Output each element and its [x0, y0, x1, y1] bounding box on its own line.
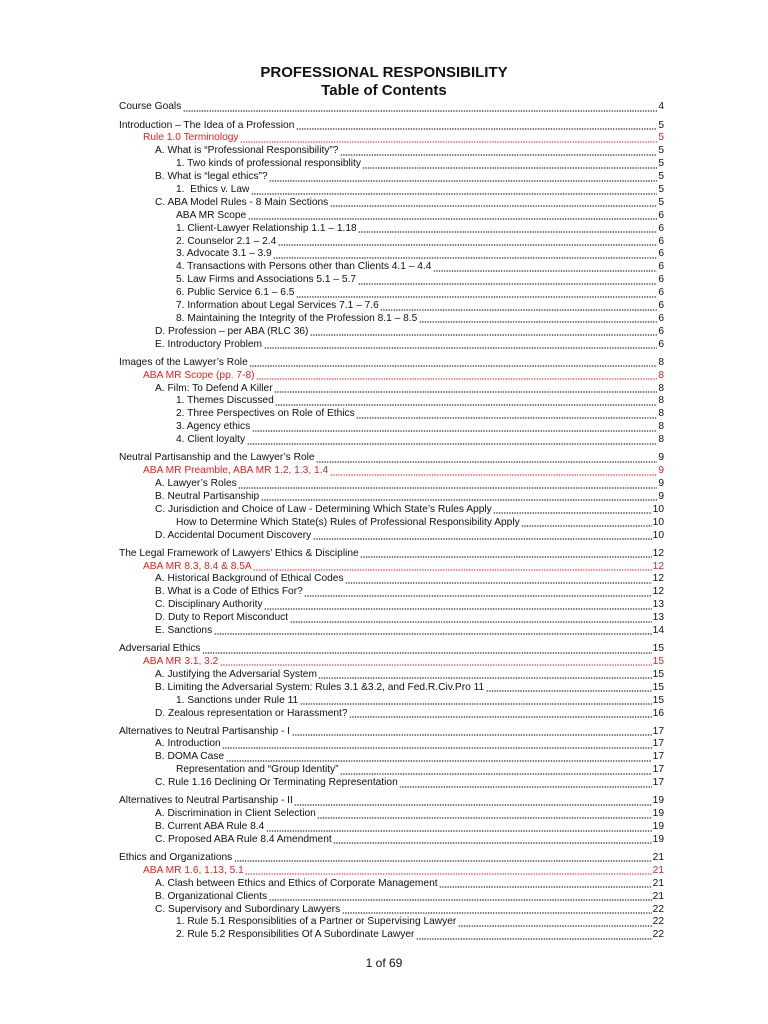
toc-entry-page-number: 6 [658, 209, 664, 221]
toc-entry-label: D. Profession – per ABA (RLC 36) [155, 325, 309, 337]
toc-entry[interactable] [119, 261, 664, 274]
toc-entry-page-number: 21 [652, 890, 664, 902]
toc-entry[interactable] [119, 383, 664, 396]
toc-entry-label: 7. Information about Legal Services 7.1 – 7.6 [176, 300, 379, 312]
toc-entry-label: B. What is a Code of Ethics For? [155, 586, 303, 598]
toc-entry-label: E. Sanctions [155, 624, 213, 636]
toc-entry-label: ABA MR 8.3, 8.4 & 8.5A [143, 560, 252, 572]
toc-entry-page-number: 15 [652, 681, 664, 693]
dot-leader [330, 474, 658, 476]
toc-entry[interactable] [119, 300, 664, 313]
toc-entry-page-number: 14 [652, 624, 664, 636]
toc-entry-page-number: 15 [652, 655, 664, 667]
toc-entry[interactable] [119, 612, 664, 625]
toc-entry[interactable] [119, 287, 664, 300]
toc-entry[interactable] [119, 695, 664, 708]
toc-entry-label: ABA MR 1.6, 1.13, 5.1 [143, 864, 244, 876]
toc-entry-page-number: 10 [652, 529, 664, 541]
toc-entry-label: C. Disciplinary Authority [155, 599, 263, 611]
toc-entry-page-number: 6 [658, 274, 664, 286]
dot-leader [247, 443, 658, 445]
toc-entry-page-number: 5 [658, 132, 664, 144]
toc-entry-page-number: 19 [652, 808, 664, 820]
toc-entry-page-number: 5 [658, 171, 664, 183]
toc-entry[interactable] [119, 738, 664, 751]
toc-entry-label: Neutral Partisanship and the Lawyer’s Role [119, 452, 315, 464]
toc-entry-page-number: 8 [658, 395, 664, 407]
toc-entry-page-number: 6 [658, 300, 664, 312]
toc-entry[interactable] [119, 834, 664, 847]
dot-leader [349, 716, 652, 718]
toc-entry-label: 5. Law Firms and Associations 5.1 – 5.7 [176, 274, 357, 286]
toc-entry[interactable] [119, 821, 664, 834]
toc-entry-label: 1. Rule 5.1 Responsiblities of a Partner or Supervising Lawyer [176, 916, 457, 928]
toc-entry[interactable] [119, 478, 664, 491]
toc-entry-label: Rule 1.0 Terminology [143, 132, 239, 144]
dot-leader [493, 512, 651, 514]
toc-entry[interactable] [119, 891, 664, 904]
toc-entry[interactable] [119, 517, 664, 530]
dot-leader [342, 912, 652, 914]
toc-entry-page-number: 22 [652, 929, 664, 941]
toc-entry-page-number: 8 [658, 408, 664, 420]
toc-entry-label: 1. Ethics v. Law [176, 184, 250, 196]
dot-leader [249, 365, 657, 367]
toc-entry-label: Introduction – The Idea of a Profession [119, 119, 295, 131]
toc-entry-page-number: 8 [658, 382, 664, 394]
toc-entry[interactable] [119, 929, 664, 942]
dot-leader [362, 167, 657, 169]
toc-entry-label: D. Duty to Report Misconduct [155, 612, 289, 624]
toc-section [119, 548, 664, 638]
dot-leader [317, 817, 651, 819]
dot-leader [340, 154, 657, 156]
toc-entry[interactable] [119, 586, 664, 599]
toc-section [119, 726, 664, 790]
dot-leader [222, 747, 651, 749]
toc-section [119, 852, 664, 942]
toc-entry-label: C. Rule 1.16 Declining Or Terminating Representation [155, 777, 398, 789]
toc-entry[interactable] [119, 395, 664, 408]
dot-leader [433, 270, 657, 272]
dot-leader [458, 925, 652, 927]
toc-entry-label: C. Supervisory and Subordinary Lawyers [155, 903, 341, 915]
dot-leader [202, 652, 652, 654]
toc-entry-page-number: 9 [658, 452, 664, 464]
dot-leader [416, 938, 652, 940]
toc-entry-page-number: 17 [652, 738, 664, 750]
toc-entry-label: E. Introductory Problem [155, 338, 263, 350]
toc-entry-page-number: 12 [652, 547, 664, 559]
toc-entry-label: Alternatives to Neutral Partisanship - II [119, 795, 293, 807]
dot-leader [240, 141, 657, 143]
toc-entry-page-number: 15 [652, 694, 664, 706]
dot-leader [214, 633, 652, 635]
toc-entry-label: ABA MR Preamble, ABA MR 1.2, 1.3, 1.4 [143, 465, 329, 477]
toc-entry[interactable] [119, 808, 664, 821]
toc-entry-label: 2. Counselor 2.1 – 2.4 [176, 235, 277, 247]
toc-entry-page-number: 21 [652, 877, 664, 889]
toc-section [119, 357, 664, 447]
toc-entry-label: ABA MR Scope [176, 209, 247, 221]
toc-section [119, 452, 664, 542]
dot-leader [253, 569, 651, 571]
toc-entry-page-number: 19 [652, 795, 664, 807]
dot-leader [256, 378, 657, 380]
dot-leader [264, 347, 658, 349]
dot-leader [439, 886, 652, 888]
toc-rule-reference-entry[interactable] [119, 865, 664, 878]
toc-heading-entry[interactable] [119, 102, 664, 115]
toc-entry-label: 4. Client loyalty [176, 434, 246, 446]
table-of-contents [119, 102, 664, 943]
toc-entry-label: C. ABA Model Rules - 8 Main Sections [155, 196, 329, 208]
toc-entry-page-number: 6 [658, 287, 664, 299]
toc-section [119, 102, 664, 115]
dot-leader [310, 334, 657, 336]
toc-entry-label: B. What is “legal ethics”? [155, 171, 268, 183]
toc-entry-label: Images of the Lawyer’s Role [119, 356, 248, 368]
dot-leader [486, 690, 652, 692]
dot-leader [358, 231, 657, 233]
toc-entry-page-number: 21 [652, 851, 664, 863]
dot-leader [345, 582, 652, 584]
toc-entry-page-number: 6 [658, 312, 664, 324]
dot-leader [304, 595, 651, 597]
toc-entry-label: B. Neutral Partisanship [155, 490, 260, 502]
toc-entry-label: Course Goals [119, 101, 182, 113]
dot-leader [318, 677, 651, 679]
toc-entry-label: A. Film: To Defend A Killer [155, 382, 273, 394]
dot-leader [226, 760, 652, 762]
toc-entry-label: 1. Two kinds of professional responsiblity [176, 158, 361, 170]
toc-entry-label: 1. Themes Discussed [176, 395, 274, 407]
dot-leader [251, 193, 657, 195]
toc-entry-label: 2. Rule 5.2 Responsibilities Of A Subordinate Lawyer [176, 929, 415, 941]
toc-entry[interactable] [119, 504, 664, 517]
dot-leader [248, 218, 658, 220]
toc-entry-label: ABA MR Scope (pp. 7-8) [143, 369, 255, 381]
toc-entry[interactable] [119, 313, 664, 326]
toc-entry-page-number: 6 [658, 235, 664, 247]
toc-entry-page-number: 5 [658, 196, 664, 208]
toc-entry-page-number: 4 [658, 101, 664, 113]
toc-heading-entry[interactable] [119, 548, 664, 561]
dot-leader [360, 556, 651, 558]
toc-entry-label: B. Organizational Clients [155, 890, 268, 902]
dot-leader [266, 830, 652, 832]
toc-heading-entry[interactable] [119, 795, 664, 808]
dot-leader [380, 309, 657, 311]
toc-entry-label: 3. Advocate 3.1 – 3.9 [176, 248, 272, 260]
dot-leader [234, 860, 652, 862]
toc-entry-page-number: 22 [652, 916, 664, 928]
toc-entry[interactable] [119, 904, 664, 917]
toc-entry-page-number: 8 [658, 421, 664, 433]
toc-entry-label: A. Clash between Ethics and Ethics of Corporate Management [155, 877, 438, 889]
toc-entry[interactable] [119, 197, 664, 210]
dot-leader [333, 842, 651, 844]
toc-entry-label: A. Lawyer’s Roles [155, 477, 237, 489]
dot-leader [358, 283, 658, 285]
dot-leader [419, 321, 658, 323]
document-title: PROFESSIONAL RESPONSIBILITY [260, 64, 508, 81]
toc-entry[interactable] [119, 184, 664, 197]
dot-leader [292, 734, 652, 736]
toc-entry[interactable] [119, 573, 664, 586]
toc-entry-page-number: 9 [658, 477, 664, 489]
toc-entry-page-number: 17 [652, 725, 664, 737]
toc-entry-page-number: 5 [658, 158, 664, 170]
dot-leader [356, 417, 657, 419]
toc-entry-label: Ethics and Organizations [119, 851, 233, 863]
toc-entry[interactable] [119, 708, 664, 721]
toc-section [119, 120, 664, 352]
dot-leader [274, 391, 657, 393]
dot-leader [313, 538, 652, 540]
toc-entry-page-number: 8 [658, 434, 664, 446]
toc-entry[interactable] [119, 625, 664, 638]
toc-entry[interactable] [119, 916, 664, 929]
toc-entry-page-number: 12 [652, 586, 664, 598]
page-indicator: 1 of 69 [365, 956, 403, 970]
dot-leader [264, 608, 652, 610]
toc-entry[interactable] [119, 408, 664, 421]
dot-leader [269, 899, 652, 901]
toc-entry[interactable] [119, 777, 664, 790]
toc-entry-page-number: 21 [652, 864, 664, 876]
toc-entry-page-number: 5 [658, 145, 664, 157]
toc-rule-reference-entry[interactable] [119, 132, 664, 145]
dot-leader [340, 773, 652, 775]
toc-entry-page-number: 22 [652, 903, 664, 915]
toc-entry-label: 3. Agency ethics [176, 421, 251, 433]
toc-entry-page-number: 17 [652, 764, 664, 776]
toc-entry-page-number: 6 [658, 261, 664, 273]
toc-entry-label: 1. Client-Lawyer Relationship 1.1 – 1.18 [176, 222, 357, 234]
toc-entry-page-number: 15 [652, 643, 664, 655]
toc-entry-label: A. Discrimination in Client Selection [155, 808, 316, 820]
toc-entry-label: Adversarial Ethics [119, 643, 201, 655]
toc-entry-page-number: 9 [658, 465, 664, 477]
toc-rule-reference-entry[interactable] [119, 561, 664, 574]
toc-entry[interactable] [119, 751, 664, 764]
toc-entry-page-number: 8 [658, 356, 664, 368]
toc-rule-reference-entry[interactable] [119, 465, 664, 478]
toc-entry[interactable] [119, 878, 664, 891]
document-header [0, 64, 768, 100]
toc-rule-reference-entry[interactable] [119, 370, 664, 383]
dot-leader [294, 804, 651, 806]
toc-section [119, 643, 664, 720]
toc-entry-label: A. Introduction [155, 738, 221, 750]
toc-entry-label: A. What is “Professional Responsibility”? [155, 145, 339, 157]
toc-entry-page-number: 10 [652, 516, 664, 528]
toc-entry[interactable] [119, 210, 664, 223]
dot-leader [273, 257, 657, 259]
dot-leader [278, 244, 658, 246]
toc-entry-label: B. Current ABA Rule 8.4 [155, 821, 265, 832]
toc-entry[interactable] [119, 421, 664, 434]
toc-entry-label: 8. Maintaining the Integrity of the Profession 8.1 – 8.5 [176, 312, 418, 324]
toc-entry[interactable] [119, 145, 664, 158]
toc-entry[interactable] [119, 530, 664, 543]
toc-heading-entry[interactable] [119, 852, 664, 865]
toc-heading-entry[interactable] [119, 357, 664, 370]
dot-leader [296, 128, 657, 130]
toc-entry-page-number: 16 [652, 707, 664, 719]
dot-leader [220, 664, 652, 666]
toc-entry[interactable] [119, 491, 664, 504]
toc-entry-label: A. Justifying the Adversarial System [155, 668, 317, 680]
toc-entry-page-number: 13 [652, 612, 664, 624]
toc-entry[interactable] [119, 669, 664, 682]
toc-entry-page-number: 8 [658, 369, 664, 381]
toc-entry-label: Representation and “Group Identity” [176, 764, 339, 776]
toc-entry[interactable] [119, 171, 664, 184]
dot-leader [183, 110, 658, 112]
dot-leader [300, 703, 652, 705]
toc-entry-label: How to Determine Which State(s) Rules of Professional Responsibility Apply [176, 516, 520, 528]
toc-entry-page-number: 15 [652, 668, 664, 680]
dot-leader [316, 461, 657, 463]
toc-section [119, 795, 664, 847]
toc-entry-label: B. DOMA Case [155, 751, 225, 763]
toc-entry-label: Alternatives to Neutral Partisanship - I [119, 725, 290, 737]
toc-heading-entry[interactable] [119, 452, 664, 465]
toc-entry-page-number: 6 [658, 325, 664, 337]
toc-entry-label: 2. Three Perspectives on Role of Ethics [176, 408, 355, 420]
toc-entry[interactable] [119, 223, 664, 236]
toc-entry-page-number: 12 [652, 573, 664, 585]
toc-entry-page-number: 10 [652, 503, 664, 515]
toc-entry[interactable] [119, 434, 664, 447]
toc-heading-entry[interactable] [119, 643, 664, 656]
toc-entry-page-number: 6 [658, 248, 664, 260]
dot-leader [275, 404, 657, 406]
toc-entry-label: 4. Transactions with Persons other than Clients 4.1 – 4.4 [176, 261, 432, 273]
toc-entry-label: C. Proposed ABA Rule 8.4 Amendment [155, 833, 332, 845]
toc-entry-label: D. Zealous representation or Harassment? [155, 707, 348, 719]
dot-leader [238, 487, 657, 489]
toc-entry-page-number: 6 [658, 222, 664, 234]
toc-entry-page-number: 19 [652, 833, 664, 845]
toc-entry[interactable] [119, 326, 664, 339]
toc-entry[interactable] [119, 248, 664, 261]
toc-entry[interactable] [119, 158, 664, 171]
table-of-contents-heading: Table of Contents [321, 82, 447, 99]
toc-entry[interactable] [119, 339, 664, 352]
toc-entry-page-number: 13 [652, 599, 664, 611]
toc-heading-entry[interactable] [119, 726, 664, 739]
toc-entry-page-number: 17 [652, 777, 664, 789]
toc-entry[interactable] [119, 236, 664, 249]
toc-entry-label: The Legal Framework of Lawyers’ Ethics & Discipline [119, 547, 359, 559]
toc-entry-page-number: 5 [658, 184, 664, 196]
dot-leader [245, 873, 651, 875]
toc-entry-label: C. Jurisdiction and Choice of Law - Determining Which State’s Rules Apply [155, 503, 492, 515]
toc-entry-page-number: 6 [658, 338, 664, 350]
dot-leader [330, 205, 658, 207]
dot-leader [296, 296, 657, 298]
toc-entry[interactable] [119, 599, 664, 612]
dot-leader [399, 786, 651, 788]
dot-leader [269, 180, 657, 182]
toc-entry-page-number: 17 [652, 751, 664, 763]
dot-leader [290, 621, 652, 623]
toc-entry[interactable] [119, 682, 664, 695]
toc-entry-label: 1. Sanctions under Rule 11 [176, 694, 299, 706]
toc-entry[interactable] [119, 764, 664, 777]
toc-entry-label: ABA MR 3.1, 3.2 [143, 655, 219, 667]
toc-entry-label: 6. Public Service 6.1 – 6.5 [176, 287, 295, 299]
toc-entry[interactable] [119, 274, 664, 287]
toc-entry-page-number: 5 [658, 119, 664, 131]
dot-leader [521, 525, 651, 527]
toc-rule-reference-entry[interactable] [119, 656, 664, 669]
toc-entry-label: B. Limiting the Adversarial System: Rules 3.1 &3.2, and Fed.R.Civ.Pro 11 [155, 681, 485, 693]
toc-entry-label: A. Historical Background of Ethical Codes [155, 573, 344, 585]
dot-leader [261, 499, 658, 501]
toc-entry-page-number: 9 [658, 490, 664, 502]
toc-entry-page-number: 12 [652, 560, 664, 572]
toc-entry-label: D. Accidental Document Discovery [155, 529, 312, 541]
toc-heading-entry[interactable] [119, 120, 664, 133]
dot-leader [252, 430, 658, 432]
toc-entry-page-number: 19 [652, 821, 664, 832]
